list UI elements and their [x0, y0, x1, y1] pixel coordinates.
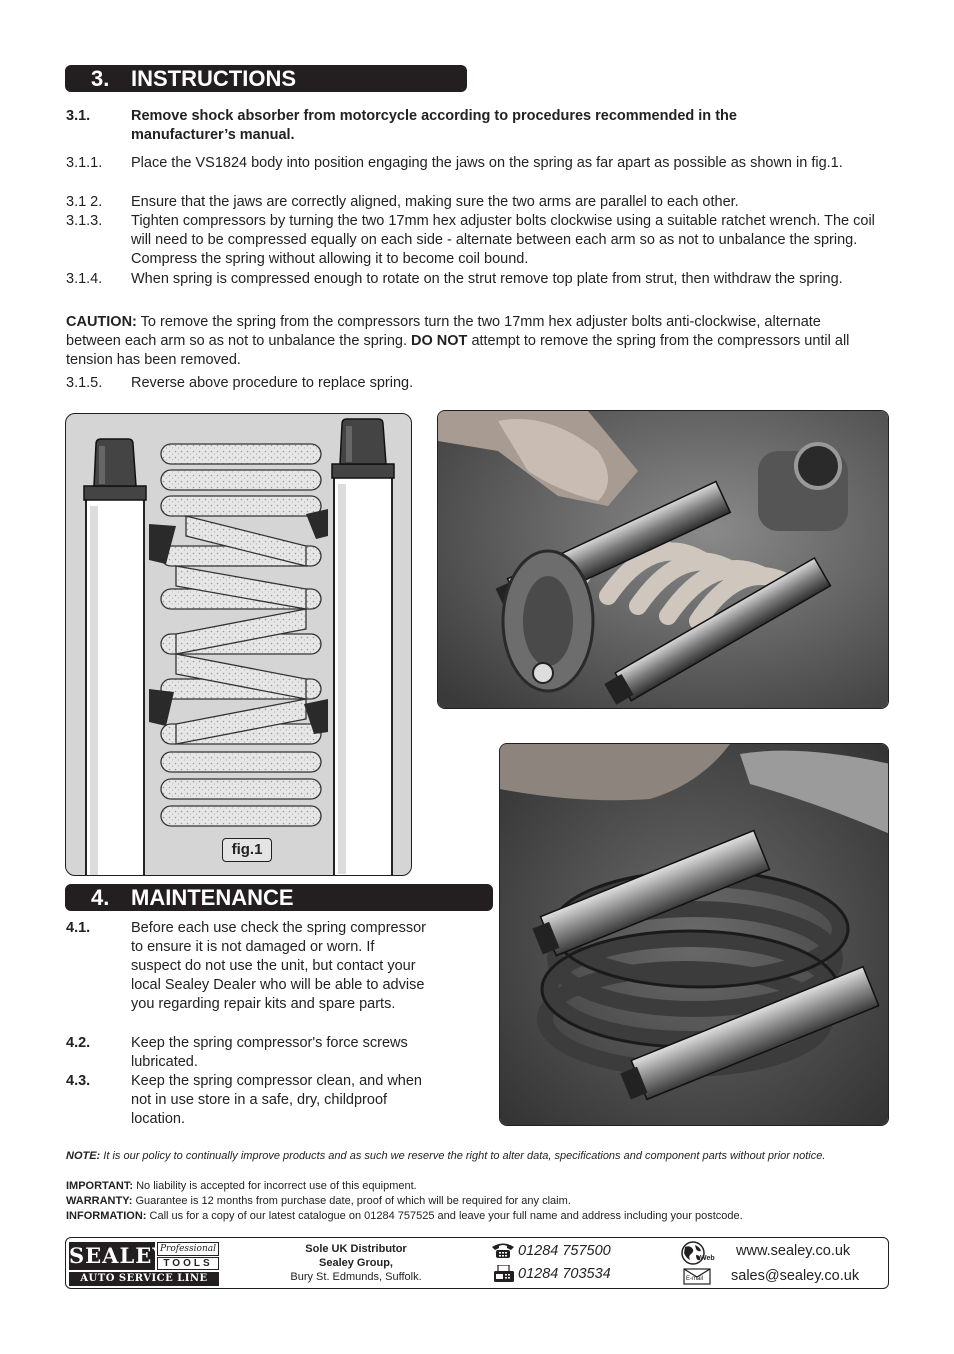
information-line: [66, 1209, 886, 1224]
item-text: Ensure that the jaws are correctly aligned, making sure the two arms are parallel to each other.: [131, 194, 739, 210]
logo-line: AUTO SERVICE LINE: [69, 1272, 219, 1286]
instruction-item: [66, 270, 891, 289]
maintenance-item: [66, 1034, 426, 1072]
spring-compressor-drawing: [66, 414, 412, 876]
instruction-item: [66, 154, 891, 173]
item-text: Before each use check the spring compressor to ensure it is not damaged or worn. If suspect do not use the unit, but contact your local Sealey Dealer who will be able to advise you regarding repair kits and spare parts.: [131, 920, 426, 1012]
distributor-line3: Bury St. Edmunds, Suffolk.: [290, 1271, 422, 1283]
instruction-item: [66, 212, 881, 269]
item-text: Remove shock absorber from motorcycle according to procedures recommended in the manufacturer’s manual.: [131, 108, 737, 143]
distributor-line1: Sole UK Distributor: [305, 1243, 407, 1255]
photo-spring-compressor-closeup: [499, 743, 889, 1126]
envelope-icon: [683, 1268, 711, 1285]
web-icon-label: Web: [700, 1255, 715, 1262]
warranty-text: Guarantee is 12 months from purchase date, proof of which will be required for any claim.: [135, 1195, 571, 1207]
website-link[interactable]: www.sealey.co.uk: [736, 1243, 851, 1259]
warranty-line: [66, 1194, 886, 1209]
item-text: Place the VS1824 body into position engaging the jaws on the spring as far apart as possible as shown in fig.1.: [131, 155, 843, 171]
globe-icon: [679, 1241, 713, 1266]
telephone-icon: [491, 1242, 515, 1259]
figure-1-illustration: [65, 413, 412, 876]
item-number: 3.1.3.: [66, 213, 103, 229]
maintenance-item: [66, 919, 426, 1014]
item-number: 3.1.5.: [66, 375, 103, 391]
important-label: IMPORTANT:: [66, 1180, 134, 1192]
caution-text: To remove the spring from the compressors turn the two 17mm hex adjuster bolts anti-clockwise, alternate between each arm so as not to unbalance the spring.: [66, 314, 821, 349]
instruction-item: [66, 374, 891, 393]
fax-number: 01284 703534: [518, 1266, 611, 1282]
note-text: It is our policy to continually improve products and as such we reserve the right to alter data, specifications and component parts without prior notice.: [103, 1150, 826, 1162]
spring-coils: [161, 444, 321, 826]
important-line: [66, 1179, 886, 1194]
caution-label: CAUTION:: [66, 314, 137, 330]
sealey-logo: [69, 1242, 219, 1286]
item-number: 3.1.1.: [66, 155, 103, 171]
left-compressor-arm: [84, 439, 146, 876]
item-text: Keep the spring compressor clean, and when not in use store in a safe, dry, childproof location.: [131, 1073, 422, 1127]
important-text: No liability is accepted for incorrect use of this equipment.: [136, 1180, 417, 1192]
item-text: When spring is compressed enough to rotate on the strut remove top plate from strut, then withdraw the spring.: [131, 271, 843, 287]
footer-contact-box: [65, 1237, 889, 1289]
email-icon-label: E-mail: [686, 1276, 704, 1282]
logo-brand: SEALEY: [69, 1243, 169, 1268]
instructions-section-header: [65, 65, 467, 92]
fax-icon: [493, 1265, 515, 1283]
logo-script: Professional: [157, 1242, 219, 1256]
section-number: 3.: [91, 66, 110, 91]
item-number: 3.1.4.: [66, 271, 103, 287]
note-label: NOTE:: [66, 1150, 101, 1162]
item-number: 4.1.: [66, 920, 91, 936]
item-number: 3.1.: [66, 108, 91, 124]
distributor-info: [266, 1242, 446, 1284]
caution-text-2: attempt to remove the spring from the compressors until all tension has been removed.: [66, 333, 850, 368]
email-link[interactable]: sales@sealey.co.uk: [731, 1268, 860, 1284]
caution-paragraph: [66, 313, 866, 370]
figure-label: fig.1: [222, 838, 272, 862]
item-number: 3.1 2.: [66, 194, 103, 210]
logo-tools: TOOLS: [157, 1257, 219, 1270]
item-text: Tighten compressors by turning the two 17mm hex adjuster bolts clockwise using a suitable ratchet wrench. The coil will need to be compressed equally on each side - alternate between each arm so as not to unbalance the spring. Compress the spring without allowing it to become coil bound.: [131, 213, 875, 267]
photo-image: [500, 744, 889, 1126]
item-number: 4.3.: [66, 1073, 91, 1089]
right-compressor-arm: [332, 419, 394, 876]
item-number: 4.2.: [66, 1035, 91, 1051]
instruction-item: [66, 107, 866, 145]
maintenance-section-header: [65, 884, 493, 911]
instruction-item: [66, 193, 891, 212]
maintenance-item: [66, 1072, 426, 1129]
photo-shock-absorber-hand: [437, 410, 889, 709]
caution-do-not: DO NOT: [411, 333, 468, 349]
section-number: 4.: [91, 885, 110, 910]
item-text: Reverse above procedure to replace spring.: [131, 375, 414, 391]
warranty-label: WARRANTY:: [66, 1195, 133, 1207]
section-title: MAINTENANCE: [131, 885, 294, 910]
note-line: [66, 1149, 886, 1164]
distributor-line2: Sealey Group,: [319, 1257, 393, 1269]
information-label: INFORMATION:: [66, 1210, 147, 1222]
section-title: INSTRUCTIONS: [131, 66, 296, 91]
item-text: Keep the spring compressor's force screws lubricated.: [131, 1035, 408, 1070]
photo-image: [438, 411, 889, 709]
information-text: Call us for a copy of our latest catalogue on 01284 757525 and leave your full name and address including your postcode.: [149, 1210, 743, 1222]
phone-number: 01284 757500: [518, 1243, 611, 1259]
